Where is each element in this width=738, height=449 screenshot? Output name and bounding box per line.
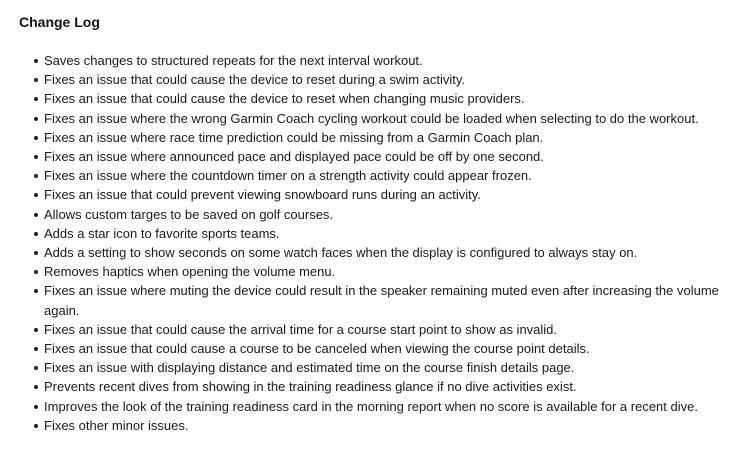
list-item-text: Fixes an issue where race time prediction could be missing from a Garmin Coach plan. [44,129,544,145]
list-item-text: Fixes an issue that could cause the device to reset during a swim activity. [44,72,466,88]
list-item-text: Fixes an issue where muting the device could result in the speaker remaining muted even after increasing the volume again. [44,283,719,318]
list-item [44,224,724,243]
list-item [44,281,724,319]
list-item [44,109,724,128]
list-item-text: Fixes an issue where announced pace and displayed pace could be off by one second. [44,149,544,165]
change-log-list [0,51,724,435]
list-item [44,358,724,377]
list-item [44,89,724,108]
bullet-icon [34,213,38,217]
list-item [44,397,724,416]
bullet-icon [34,78,38,82]
bullet-icon [34,251,38,255]
list-item [44,128,724,147]
list-item [44,320,724,339]
list-item-text: Fixes an issue where the countdown timer on a strength activity could appear frozen. [44,168,532,184]
bullet-icon [34,155,38,159]
list-item-text: Fixes an issue that could cause a course to be canceled when viewing the course point details. [44,341,590,357]
list-item-text: Allows custom targes to be saved on golf courses. [44,206,334,222]
list-item [44,70,724,89]
bullet-icon [34,424,38,428]
bullet-icon [34,289,38,293]
list-item [44,243,724,262]
list-item [44,51,724,70]
bullet-icon [34,97,38,101]
list-item-text: Prevents recent dives from showing in the training readiness glance if no dive activities exist. [44,379,577,395]
list-item [44,166,724,185]
list-item [44,339,724,358]
bullet-icon [34,174,38,178]
bullet-icon [34,117,38,121]
change-log-title: Change Log [19,14,100,30]
list-item-text: Adds a setting to show seconds on some watch faces when the display is configured to always stay on. [44,245,638,261]
list-item [44,147,724,166]
bullet-icon [34,366,38,370]
bullet-icon [34,270,38,274]
list-item-text: Fixes an issue with displaying distance and estimated time on the course finish details page. [44,360,575,376]
list-item-text: Adds a star icon to favorite sports teams. [44,225,280,241]
bullet-icon [34,193,38,197]
bullet-icon [34,232,38,236]
list-item [44,185,724,204]
list-item-text: Fixes an issue that could cause the arrival time for a course start point to show as invalid. [44,321,558,337]
list-item-text: Improves the look of the training readiness card in the morning report when no score is available for a recent dive. [44,398,698,414]
bullet-icon [34,405,38,409]
list-item-text: Saves changes to structured repeats for the next interval workout. [44,53,423,68]
list-item-text: Fixes an issue that could prevent viewing snowboard runs during an activity. [44,187,481,203]
bullet-icon [34,328,38,332]
bullet-icon [34,347,38,351]
bullet-icon [34,385,38,389]
list-item-text: Fixes other minor issues. [44,417,189,433]
list-item [44,377,724,396]
bullet-icon [34,136,38,140]
list-item [44,416,724,435]
list-item [44,262,724,281]
list-item [44,205,724,224]
list-item-text: Fixes an issue where the wrong Garmin Coach cycling workout could be loaded when selecting to do the workout. [44,110,699,126]
bullet-icon [34,59,38,63]
list-item-text: Fixes an issue that could cause the device to reset when changing music providers. [44,91,525,107]
list-item-text: Removes haptics when opening the volume menu. [44,264,336,280]
